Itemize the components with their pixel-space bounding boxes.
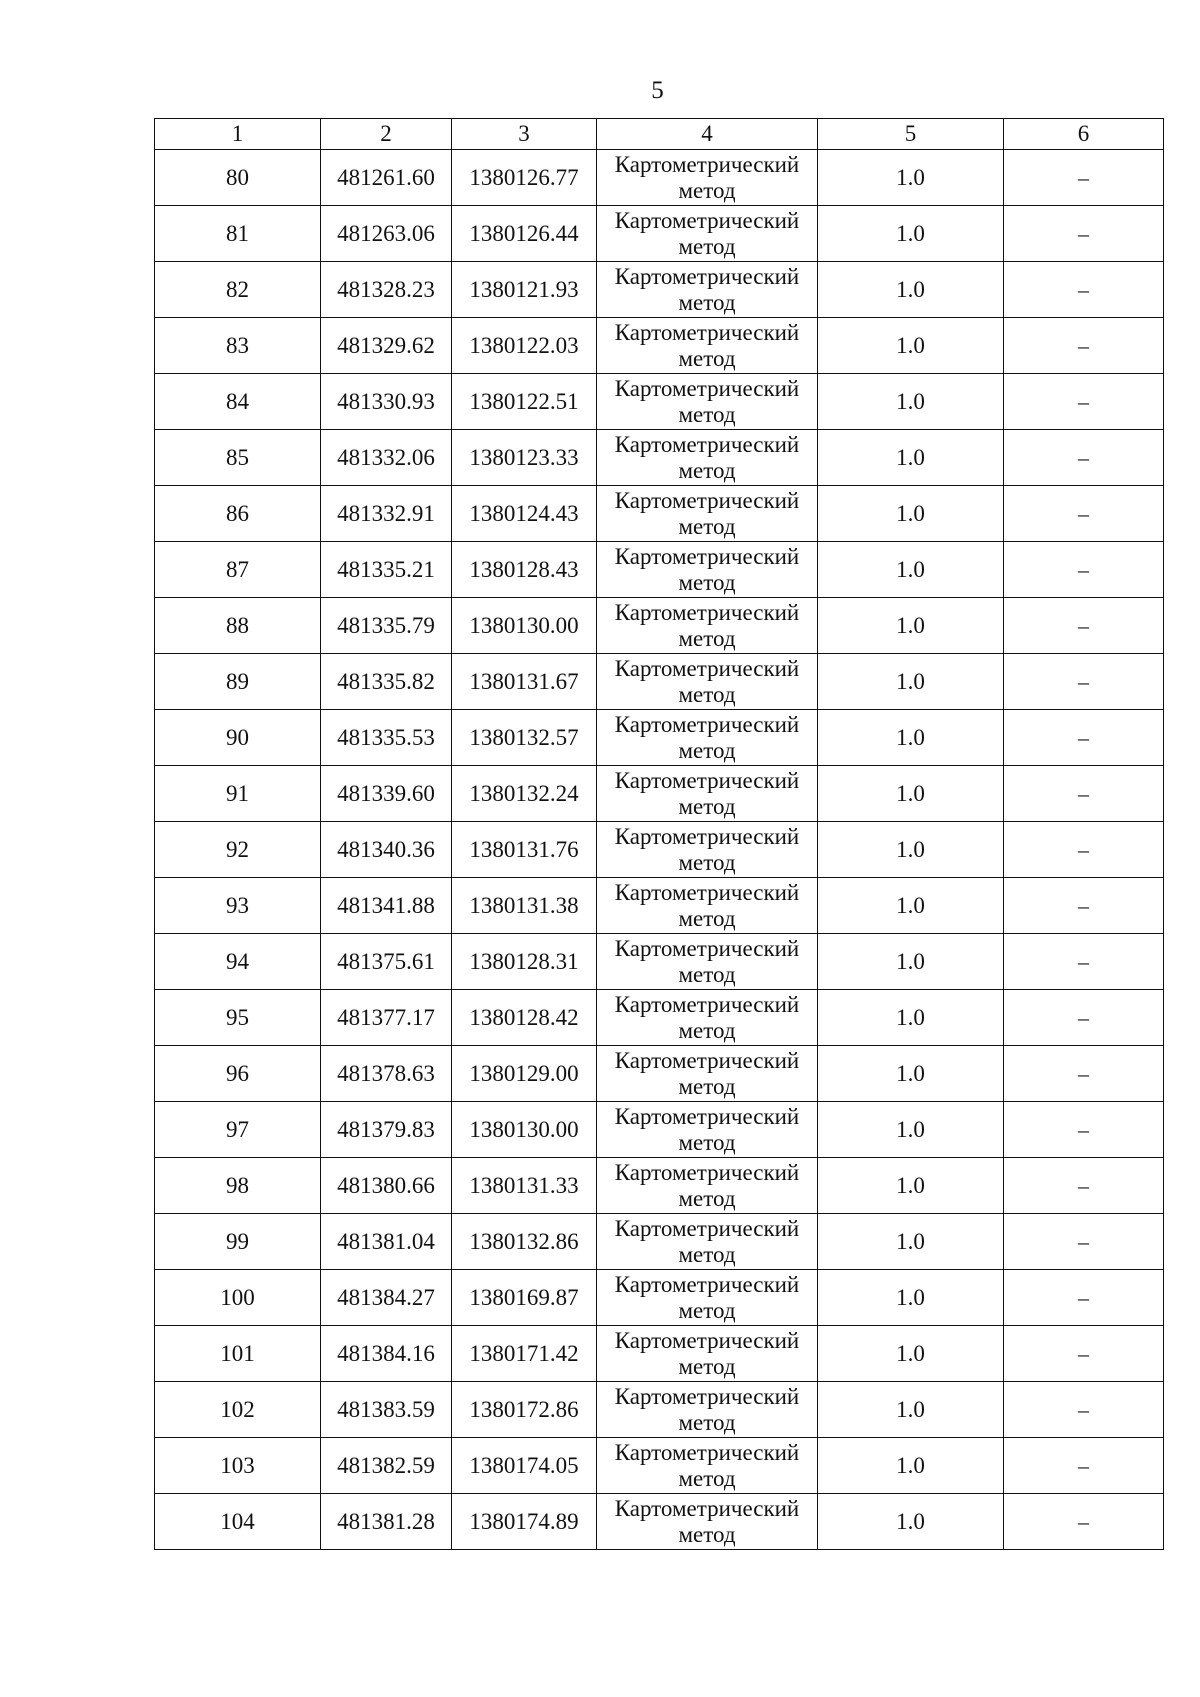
cell-accuracy: 1.0 [818, 822, 1004, 878]
cell-method [597, 1046, 818, 1102]
header-col-4: 4 [597, 119, 818, 150]
cell-accuracy: 1.0 [818, 1494, 1004, 1550]
cell-point-number: 102 [155, 1382, 321, 1438]
cell-x-coordinate: 481328.23 [321, 262, 452, 318]
method-line-2: метод [678, 849, 736, 875]
cell-point-number: 103 [155, 1438, 321, 1494]
cell-point-number: 88 [155, 598, 321, 654]
cell-accuracy: 1.0 [818, 654, 1004, 710]
table-row [155, 1326, 1164, 1382]
cell-method [597, 318, 818, 374]
cell-y-coordinate: 1380131.33 [452, 1158, 597, 1214]
method-line-2: метод [678, 1129, 736, 1155]
cell-note: – [1004, 542, 1164, 598]
method-line-1: Картометрический [614, 1047, 800, 1073]
cell-accuracy: 1.0 [818, 990, 1004, 1046]
cell-note: – [1004, 430, 1164, 486]
cell-method [597, 1438, 818, 1494]
cell-point-number: 81 [155, 206, 321, 262]
cell-accuracy: 1.0 [818, 318, 1004, 374]
cell-x-coordinate: 481332.06 [321, 430, 452, 486]
table-row [155, 206, 1164, 262]
cell-y-coordinate: 1380121.93 [452, 262, 597, 318]
cell-method [597, 766, 818, 822]
cell-method [597, 1326, 818, 1382]
cell-point-number: 94 [155, 934, 321, 990]
method-line-2: метод [678, 1521, 736, 1547]
cell-x-coordinate: 481341.88 [321, 878, 452, 934]
cell-point-number: 96 [155, 1046, 321, 1102]
cell-note: – [1004, 766, 1164, 822]
table-row [155, 878, 1164, 934]
cell-note: – [1004, 1494, 1164, 1550]
table-row [155, 1438, 1164, 1494]
cell-method [597, 598, 818, 654]
cell-y-coordinate: 1380128.31 [452, 934, 597, 990]
cell-method [597, 878, 818, 934]
table-row [155, 1214, 1164, 1270]
method-line-1: Картометрический [614, 767, 800, 793]
method-line-1: Картометрический [614, 207, 800, 233]
method-line-1: Картометрический [614, 599, 800, 625]
cell-accuracy: 1.0 [818, 1158, 1004, 1214]
cell-accuracy: 1.0 [818, 710, 1004, 766]
method-line-2: метод [678, 905, 736, 931]
method-line-2: метод [678, 233, 736, 259]
cell-note: – [1004, 822, 1164, 878]
cell-accuracy: 1.0 [818, 1214, 1004, 1270]
table-row [155, 542, 1164, 598]
cell-note: – [1004, 1438, 1164, 1494]
cell-point-number: 95 [155, 990, 321, 1046]
table-row [155, 318, 1164, 374]
method-line-2: метод [678, 625, 736, 651]
method-line-1: Картометрический [614, 375, 800, 401]
cell-accuracy: 1.0 [818, 1382, 1004, 1438]
cell-x-coordinate: 481381.04 [321, 1214, 452, 1270]
cell-note: – [1004, 654, 1164, 710]
table-row [155, 150, 1164, 206]
method-line-2: метод [678, 457, 736, 483]
cell-accuracy: 1.0 [818, 1046, 1004, 1102]
cell-method [597, 542, 818, 598]
cell-point-number: 80 [155, 150, 321, 206]
method-line-2: метод [678, 513, 736, 539]
cell-note: – [1004, 486, 1164, 542]
cell-point-number: 99 [155, 1214, 321, 1270]
cell-y-coordinate: 1380122.51 [452, 374, 597, 430]
cell-method [597, 1270, 818, 1326]
cell-accuracy: 1.0 [818, 486, 1004, 542]
method-line-1: Картометрический [614, 1215, 800, 1241]
cell-x-coordinate: 481377.17 [321, 990, 452, 1046]
table-header-row [155, 119, 1164, 150]
cell-point-number: 101 [155, 1326, 321, 1382]
method-line-2: метод [678, 737, 736, 763]
cell-accuracy: 1.0 [818, 934, 1004, 990]
cell-point-number: 85 [155, 430, 321, 486]
cell-accuracy: 1.0 [818, 430, 1004, 486]
cell-point-number: 91 [155, 766, 321, 822]
method-line-2: метод [678, 289, 736, 315]
table-row [155, 654, 1164, 710]
cell-y-coordinate: 1380172.86 [452, 1382, 597, 1438]
method-line-2: метод [678, 1409, 736, 1435]
cell-note: – [1004, 990, 1164, 1046]
table-row [155, 262, 1164, 318]
cell-y-coordinate: 1380171.42 [452, 1326, 597, 1382]
header-col-2: 2 [321, 119, 452, 150]
method-line-2: метод [678, 1017, 736, 1043]
cell-accuracy: 1.0 [818, 766, 1004, 822]
cell-y-coordinate: 1380128.42 [452, 990, 597, 1046]
cell-note: – [1004, 1382, 1164, 1438]
cell-method [597, 486, 818, 542]
cell-y-coordinate: 1380130.00 [452, 598, 597, 654]
method-line-1: Картометрический [614, 263, 800, 289]
cell-x-coordinate: 481332.91 [321, 486, 452, 542]
table-row [155, 598, 1164, 654]
cell-point-number: 87 [155, 542, 321, 598]
cell-y-coordinate: 1380129.00 [452, 1046, 597, 1102]
cell-x-coordinate: 481335.21 [321, 542, 452, 598]
cell-accuracy: 1.0 [818, 1270, 1004, 1326]
cell-method [597, 150, 818, 206]
table-row [155, 1158, 1164, 1214]
cell-point-number: 83 [155, 318, 321, 374]
cell-accuracy: 1.0 [818, 206, 1004, 262]
method-line-2: метод [678, 345, 736, 371]
cell-x-coordinate: 481383.59 [321, 1382, 452, 1438]
table-row [155, 766, 1164, 822]
method-line-1: Картометрический [614, 1439, 800, 1465]
cell-point-number: 90 [155, 710, 321, 766]
table-row [155, 934, 1164, 990]
method-line-2: метод [678, 1297, 736, 1323]
cell-point-number: 98 [155, 1158, 321, 1214]
method-line-1: Картометрический [614, 935, 800, 961]
header-col-6: 6 [1004, 119, 1164, 150]
cell-point-number: 84 [155, 374, 321, 430]
cell-x-coordinate: 481384.16 [321, 1326, 452, 1382]
cell-point-number: 89 [155, 654, 321, 710]
cell-y-coordinate: 1380130.00 [452, 1102, 597, 1158]
cell-note: – [1004, 1270, 1164, 1326]
cell-note: – [1004, 1326, 1164, 1382]
cell-accuracy: 1.0 [818, 878, 1004, 934]
cell-point-number: 92 [155, 822, 321, 878]
cell-note: – [1004, 878, 1164, 934]
header-col-3: 3 [452, 119, 597, 150]
cell-method [597, 1494, 818, 1550]
cell-note: – [1004, 1102, 1164, 1158]
cell-x-coordinate: 481381.28 [321, 1494, 452, 1550]
cell-method [597, 822, 818, 878]
cell-accuracy: 1.0 [818, 374, 1004, 430]
cell-method [597, 430, 818, 486]
method-line-1: Картометрический [614, 711, 800, 737]
method-line-1: Картометрический [614, 1103, 800, 1129]
method-line-2: метод [678, 1465, 736, 1491]
cell-accuracy: 1.0 [818, 150, 1004, 206]
method-line-2: метод [678, 1241, 736, 1267]
method-line-1: Картометрический [614, 543, 800, 569]
cell-x-coordinate: 481382.59 [321, 1438, 452, 1494]
method-line-2: метод [678, 1353, 736, 1379]
cell-x-coordinate: 481329.62 [321, 318, 452, 374]
method-line-1: Картометрический [614, 1383, 800, 1409]
cell-note: – [1004, 598, 1164, 654]
method-line-1: Картометрический [614, 823, 800, 849]
cell-x-coordinate: 481378.63 [321, 1046, 452, 1102]
cell-x-coordinate: 481340.36 [321, 822, 452, 878]
method-line-2: метод [678, 569, 736, 595]
table-row [155, 486, 1164, 542]
cell-method [597, 990, 818, 1046]
method-line-2: метод [678, 401, 736, 427]
method-line-2: метод [678, 1185, 736, 1211]
cell-method [597, 1158, 818, 1214]
cell-method [597, 1214, 818, 1270]
method-line-1: Картометрический [614, 879, 800, 905]
method-line-1: Картометрический [614, 655, 800, 681]
cell-method [597, 374, 818, 430]
method-line-1: Картометрический [614, 1271, 800, 1297]
method-line-2: метод [678, 681, 736, 707]
table-row [155, 710, 1164, 766]
cell-accuracy: 1.0 [818, 598, 1004, 654]
cell-x-coordinate: 481261.60 [321, 150, 452, 206]
cell-y-coordinate: 1380169.87 [452, 1270, 597, 1326]
cell-note: – [1004, 206, 1164, 262]
cell-y-coordinate: 1380126.44 [452, 206, 597, 262]
cell-method [597, 710, 818, 766]
method-line-1: Картометрический [614, 991, 800, 1017]
cell-x-coordinate: 481263.06 [321, 206, 452, 262]
table-row [155, 1102, 1164, 1158]
table-body [155, 150, 1164, 1550]
cell-y-coordinate: 1380174.89 [452, 1494, 597, 1550]
cell-method [597, 1382, 818, 1438]
cell-accuracy: 1.0 [818, 262, 1004, 318]
cell-note: – [1004, 150, 1164, 206]
cell-y-coordinate: 1380132.24 [452, 766, 597, 822]
method-line-1: Картометрический [614, 319, 800, 345]
method-line-1: Картометрический [614, 487, 800, 513]
cell-point-number: 86 [155, 486, 321, 542]
table-row [155, 430, 1164, 486]
cell-x-coordinate: 481375.61 [321, 934, 452, 990]
method-line-1: Картометрический [614, 1327, 800, 1353]
cell-x-coordinate: 481335.53 [321, 710, 452, 766]
table-row [155, 1382, 1164, 1438]
method-line-1: Картометрический [614, 1159, 800, 1185]
cell-method [597, 206, 818, 262]
cell-accuracy: 1.0 [818, 542, 1004, 598]
method-line-2: метод [678, 793, 736, 819]
cell-x-coordinate: 481380.66 [321, 1158, 452, 1214]
cell-note: – [1004, 374, 1164, 430]
cell-note: – [1004, 1046, 1164, 1102]
cell-x-coordinate: 481335.79 [321, 598, 452, 654]
cell-y-coordinate: 1380174.05 [452, 1438, 597, 1494]
cell-note: – [1004, 262, 1164, 318]
cell-y-coordinate: 1380131.76 [452, 822, 597, 878]
cell-note: – [1004, 1214, 1164, 1270]
method-line-1: Картометрический [614, 431, 800, 457]
cell-y-coordinate: 1380128.43 [452, 542, 597, 598]
page-number: 5 [651, 77, 664, 104]
cell-accuracy: 1.0 [818, 1438, 1004, 1494]
cell-x-coordinate: 481379.83 [321, 1102, 452, 1158]
cell-accuracy: 1.0 [818, 1102, 1004, 1158]
cell-point-number: 93 [155, 878, 321, 934]
cell-y-coordinate: 1380126.77 [452, 150, 597, 206]
cell-point-number: 104 [155, 1494, 321, 1550]
method-line-1: Картометрический [614, 151, 800, 177]
header-col-5: 5 [818, 119, 1004, 150]
cell-x-coordinate: 481330.93 [321, 374, 452, 430]
method-line-1: Картометрический [614, 1495, 800, 1521]
cell-y-coordinate: 1380132.86 [452, 1214, 597, 1270]
cell-x-coordinate: 481339.60 [321, 766, 452, 822]
cell-y-coordinate: 1380131.67 [452, 654, 597, 710]
cell-y-coordinate: 1380132.57 [452, 710, 597, 766]
table-row [155, 1270, 1164, 1326]
coordinates-table [154, 118, 1164, 1550]
cell-note: – [1004, 318, 1164, 374]
cell-y-coordinate: 1380124.43 [452, 486, 597, 542]
cell-point-number: 82 [155, 262, 321, 318]
cell-y-coordinate: 1380131.38 [452, 878, 597, 934]
cell-y-coordinate: 1380122.03 [452, 318, 597, 374]
cell-y-coordinate: 1380123.33 [452, 430, 597, 486]
method-line-2: метод [678, 961, 736, 987]
method-line-2: метод [678, 1073, 736, 1099]
cell-note: – [1004, 710, 1164, 766]
cell-note: – [1004, 934, 1164, 990]
header-col-1: 1 [155, 119, 321, 150]
method-line-2: метод [678, 177, 736, 203]
cell-point-number: 100 [155, 1270, 321, 1326]
cell-accuracy: 1.0 [818, 1326, 1004, 1382]
cell-x-coordinate: 481384.27 [321, 1270, 452, 1326]
table-row [155, 374, 1164, 430]
table-row [155, 1494, 1164, 1550]
table-row [155, 822, 1164, 878]
cell-method [597, 654, 818, 710]
table-row [155, 1046, 1164, 1102]
cell-point-number: 97 [155, 1102, 321, 1158]
cell-method [597, 934, 818, 990]
cell-x-coordinate: 481335.82 [321, 654, 452, 710]
cell-method [597, 1102, 818, 1158]
cell-note: – [1004, 1158, 1164, 1214]
table-row [155, 990, 1164, 1046]
cell-method [597, 262, 818, 318]
